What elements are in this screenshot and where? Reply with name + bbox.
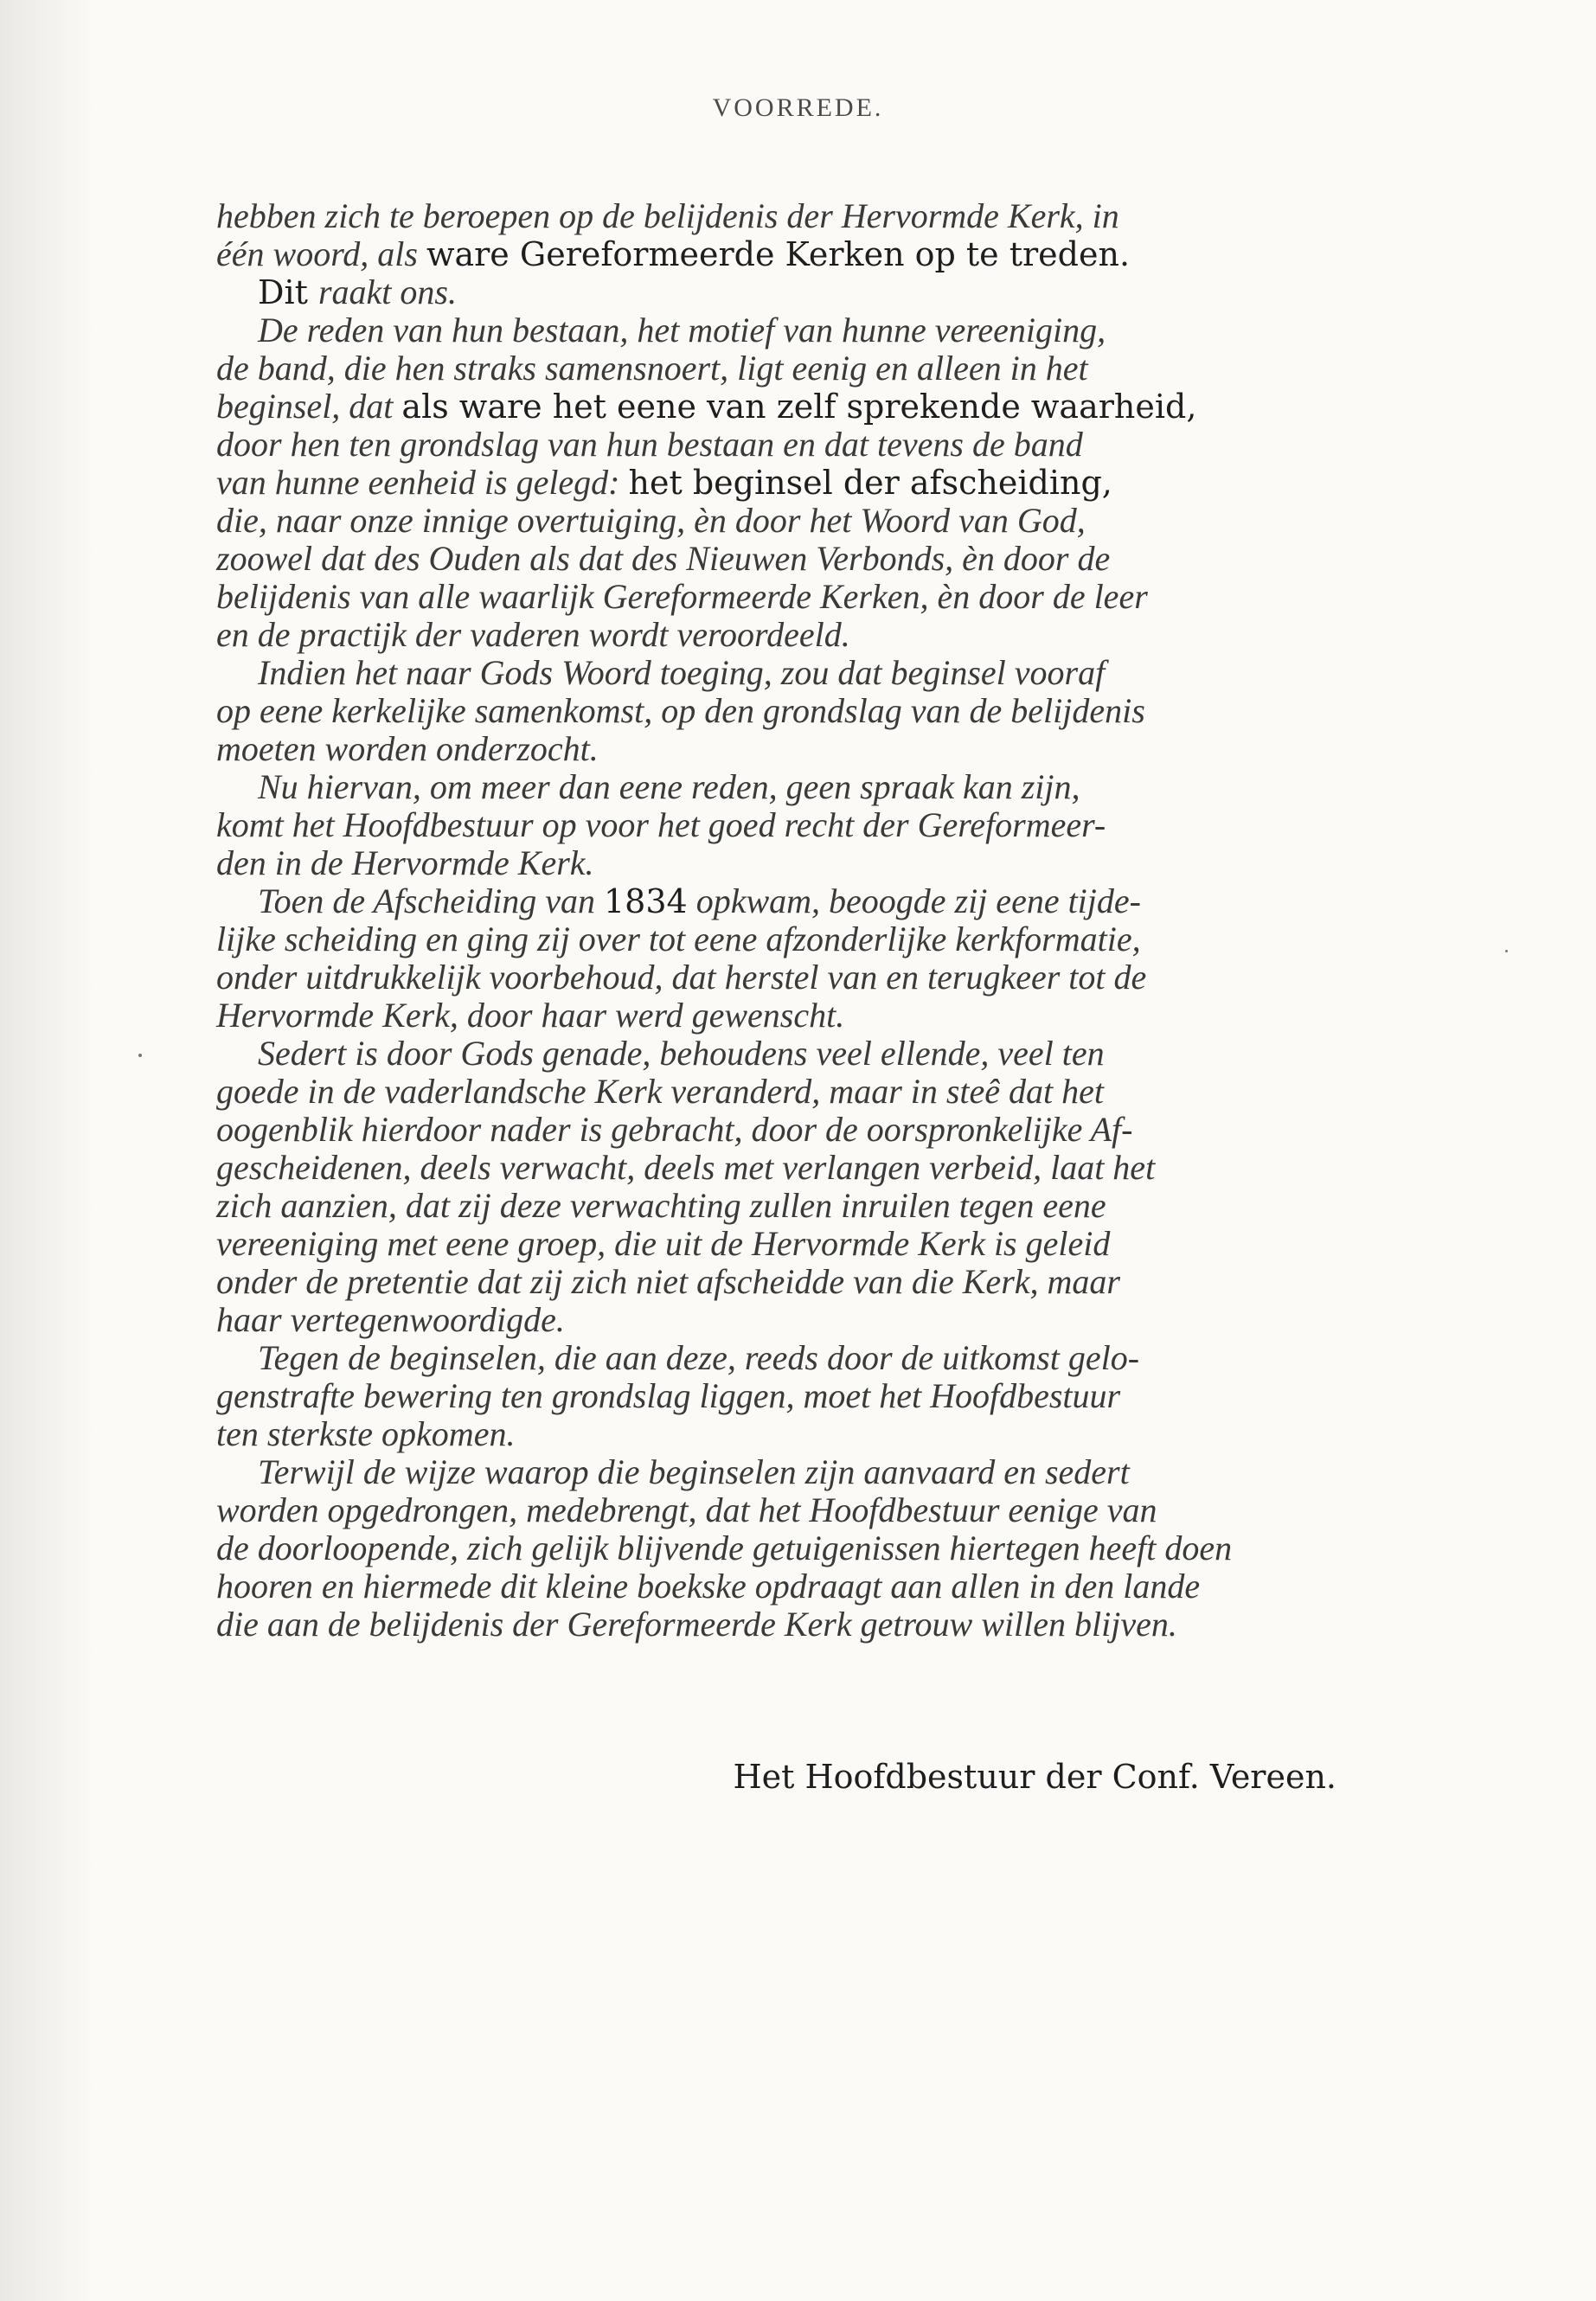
italic-text: zoowel dat des Ouden als dat des Nieuwen Verbonds, èn door de <box>216 539 1111 578</box>
italic-text: onder de pretentie dat zij zich niet afscheidde van die Kerk, maar <box>216 1262 1120 1301</box>
text-line <box>216 1149 1406 1187</box>
italic-text: Terwijl de wijze waarop die beginselen zijn aanvaard en sedert <box>258 1452 1130 1491</box>
italic-text: op eene kerkelijke samenkomst, op den grondslag van de belijdenis <box>216 691 1145 730</box>
italic-text: Sedert is door Gods genade, behoudens veel ellende, veel ten <box>258 1034 1105 1073</box>
italic-text: zich aanzien, dat zij deze verwachting zullen inruilen tegen eene <box>216 1186 1106 1225</box>
roman-text: het beginsel der afscheiding, <box>628 464 1112 502</box>
signature: Het Hoofdbestuur der Conf. Vereen. <box>733 1758 1336 1796</box>
text-line <box>216 1567 1406 1606</box>
text-line <box>216 1339 1406 1377</box>
ink-speck <box>1505 950 1508 952</box>
italic-text: Nu hiervan, om meer dan eene reden, geen spraak kan zijn, <box>258 767 1080 806</box>
text-line <box>216 920 1406 958</box>
italic-text: Indien het naar Gods Woord toeging, zou dat beginsel vooraf <box>258 653 1106 692</box>
text-line <box>216 578 1406 616</box>
text-line <box>216 1377 1406 1415</box>
preface-body <box>216 197 1406 1644</box>
italic-text: goede in de vaderlandsche Kerk veranderd, maar in steê dat het <box>216 1072 1105 1111</box>
text-line <box>216 273 1406 311</box>
italic-text: belijdenis van alle waarlijk Gereformeerde Kerken, èn door de leer <box>216 577 1148 616</box>
text-line <box>216 692 1406 730</box>
italic-text: hebben zich te beroepen op de belijdenis der Hervormde Kerk, in <box>216 196 1119 235</box>
text-line <box>216 768 1406 806</box>
italic-text: die, naar onze innige overtuiging, èn door het Woord van God, <box>216 501 1086 540</box>
text-line <box>216 1453 1406 1491</box>
italic-text: den in de Hervormde Kerk. <box>216 843 594 882</box>
text-line <box>216 1073 1406 1111</box>
text-line <box>216 1529 1406 1567</box>
text-line <box>216 464 1406 502</box>
text-line <box>216 311 1406 349</box>
text-line <box>216 1035 1406 1073</box>
italic-text: Tegen de beginselen, die aan deze, reeds door de uitkomst gelo- <box>258 1338 1140 1377</box>
paragraph <box>216 882 1406 1035</box>
text-line <box>216 1491 1406 1529</box>
italic-text: van hunne eenheid is gelegd: <box>216 463 629 502</box>
text-line <box>216 1187 1406 1225</box>
italic-text: Hervormde Kerk, door haar werd gewenscht. <box>216 996 845 1035</box>
text-line <box>216 540 1406 578</box>
paragraph <box>216 1035 1406 1339</box>
italic-text: vereeniging met eene groep, die uit de Hervormde Kerk is geleid <box>216 1224 1111 1263</box>
italic-text: en de practijk der vaderen wordt veroordeeld. <box>216 615 850 654</box>
italic-text: lijke scheiding en ging zij over tot eene afzonderlijke kerkformatie, <box>216 920 1141 958</box>
italic-text: die aan de belijdenis der Gereformeerde Kerk getrouw willen blijven. <box>216 1605 1177 1644</box>
roman-text: Dit <box>258 273 318 311</box>
paragraph <box>216 197 1406 273</box>
paragraph <box>216 654 1406 768</box>
roman-text: ware Gereformeerde Kerken op te treden. <box>426 235 1131 273</box>
text-line <box>216 958 1406 997</box>
text-line <box>216 806 1406 844</box>
text-line <box>216 1263 1406 1301</box>
italic-text: oogenblik hierdoor nader is gebracht, door de oorspronkelijke Af- <box>216 1110 1133 1149</box>
roman-text: 1834 <box>603 882 688 920</box>
italic-text: de doorloopende, zich gelijk blijvende getuigenissen hiertegen heeft doen <box>216 1529 1233 1567</box>
text-line <box>216 997 1406 1035</box>
italic-text: moeten worden onderzocht. <box>216 729 599 768</box>
paragraph <box>216 768 1406 882</box>
italic-text: door hen ten grondslag van hun bestaan en dat tevens de band <box>216 425 1083 464</box>
ink-speck <box>138 1054 142 1057</box>
text-line <box>216 730 1406 768</box>
italic-text: De reden van hun bestaan, het motief van hunne vereeniging, <box>258 311 1106 349</box>
text-line <box>216 1111 1406 1149</box>
text-line <box>216 426 1406 464</box>
text-line <box>216 1606 1406 1644</box>
italic-text: genstrafte bewering ten grondslag liggen, moet het Hoofdbestuur <box>216 1376 1121 1415</box>
italic-text: ten sterkste opkomen. <box>216 1414 516 1453</box>
italic-text: beginsel, dat <box>216 387 402 426</box>
italic-text: één woord, als <box>216 234 426 273</box>
italic-text: onder uitdrukkelijk voorbehoud, dat herstel van en terugkeer tot de <box>216 958 1147 997</box>
italic-text: worden opgedrongen, medebrengt, dat het Hoofdbestuur eenige van <box>216 1490 1157 1529</box>
text-line <box>216 1301 1406 1339</box>
text-line <box>216 197 1406 235</box>
italic-text: opkwam, beoogde zij eene tijde- <box>687 881 1141 920</box>
text-line <box>216 616 1406 654</box>
paragraph <box>216 273 1406 311</box>
text-line <box>216 844 1406 882</box>
text-line <box>216 388 1406 426</box>
text-line <box>216 1225 1406 1263</box>
text-line <box>216 654 1406 692</box>
paragraph <box>216 311 1406 654</box>
italic-text: haar vertegenwoordigde. <box>216 1300 565 1339</box>
italic-text: komt het Hoofdbestuur op voor het goed recht der Gereformeer- <box>216 805 1106 844</box>
page-title: VOORREDE. <box>712 93 884 122</box>
text-line <box>216 502 1406 540</box>
italic-text: Toen de Afscheiding van <box>258 881 604 920</box>
text-line <box>216 882 1406 920</box>
italic-text: de band, die hen straks samensnoert, ligt eenig en alleen in het <box>216 349 1088 388</box>
italic-text: hooren en hiermede dit kleine boekske opdraagt aan allen in den lande <box>216 1567 1201 1606</box>
text-line <box>216 1415 1406 1453</box>
roman-text: als ware het eene van zelf sprekende waarheid, <box>401 388 1197 426</box>
text-line <box>216 235 1406 273</box>
paragraph <box>216 1339 1406 1453</box>
italic-text: raakt ons. <box>317 272 457 311</box>
page-edge-shading <box>0 0 95 2301</box>
text-line <box>216 349 1406 388</box>
italic-text: gescheidenen, deels verwacht, deels met verlangen verbeid, laat het <box>216 1148 1156 1187</box>
paragraph <box>216 1453 1406 1644</box>
